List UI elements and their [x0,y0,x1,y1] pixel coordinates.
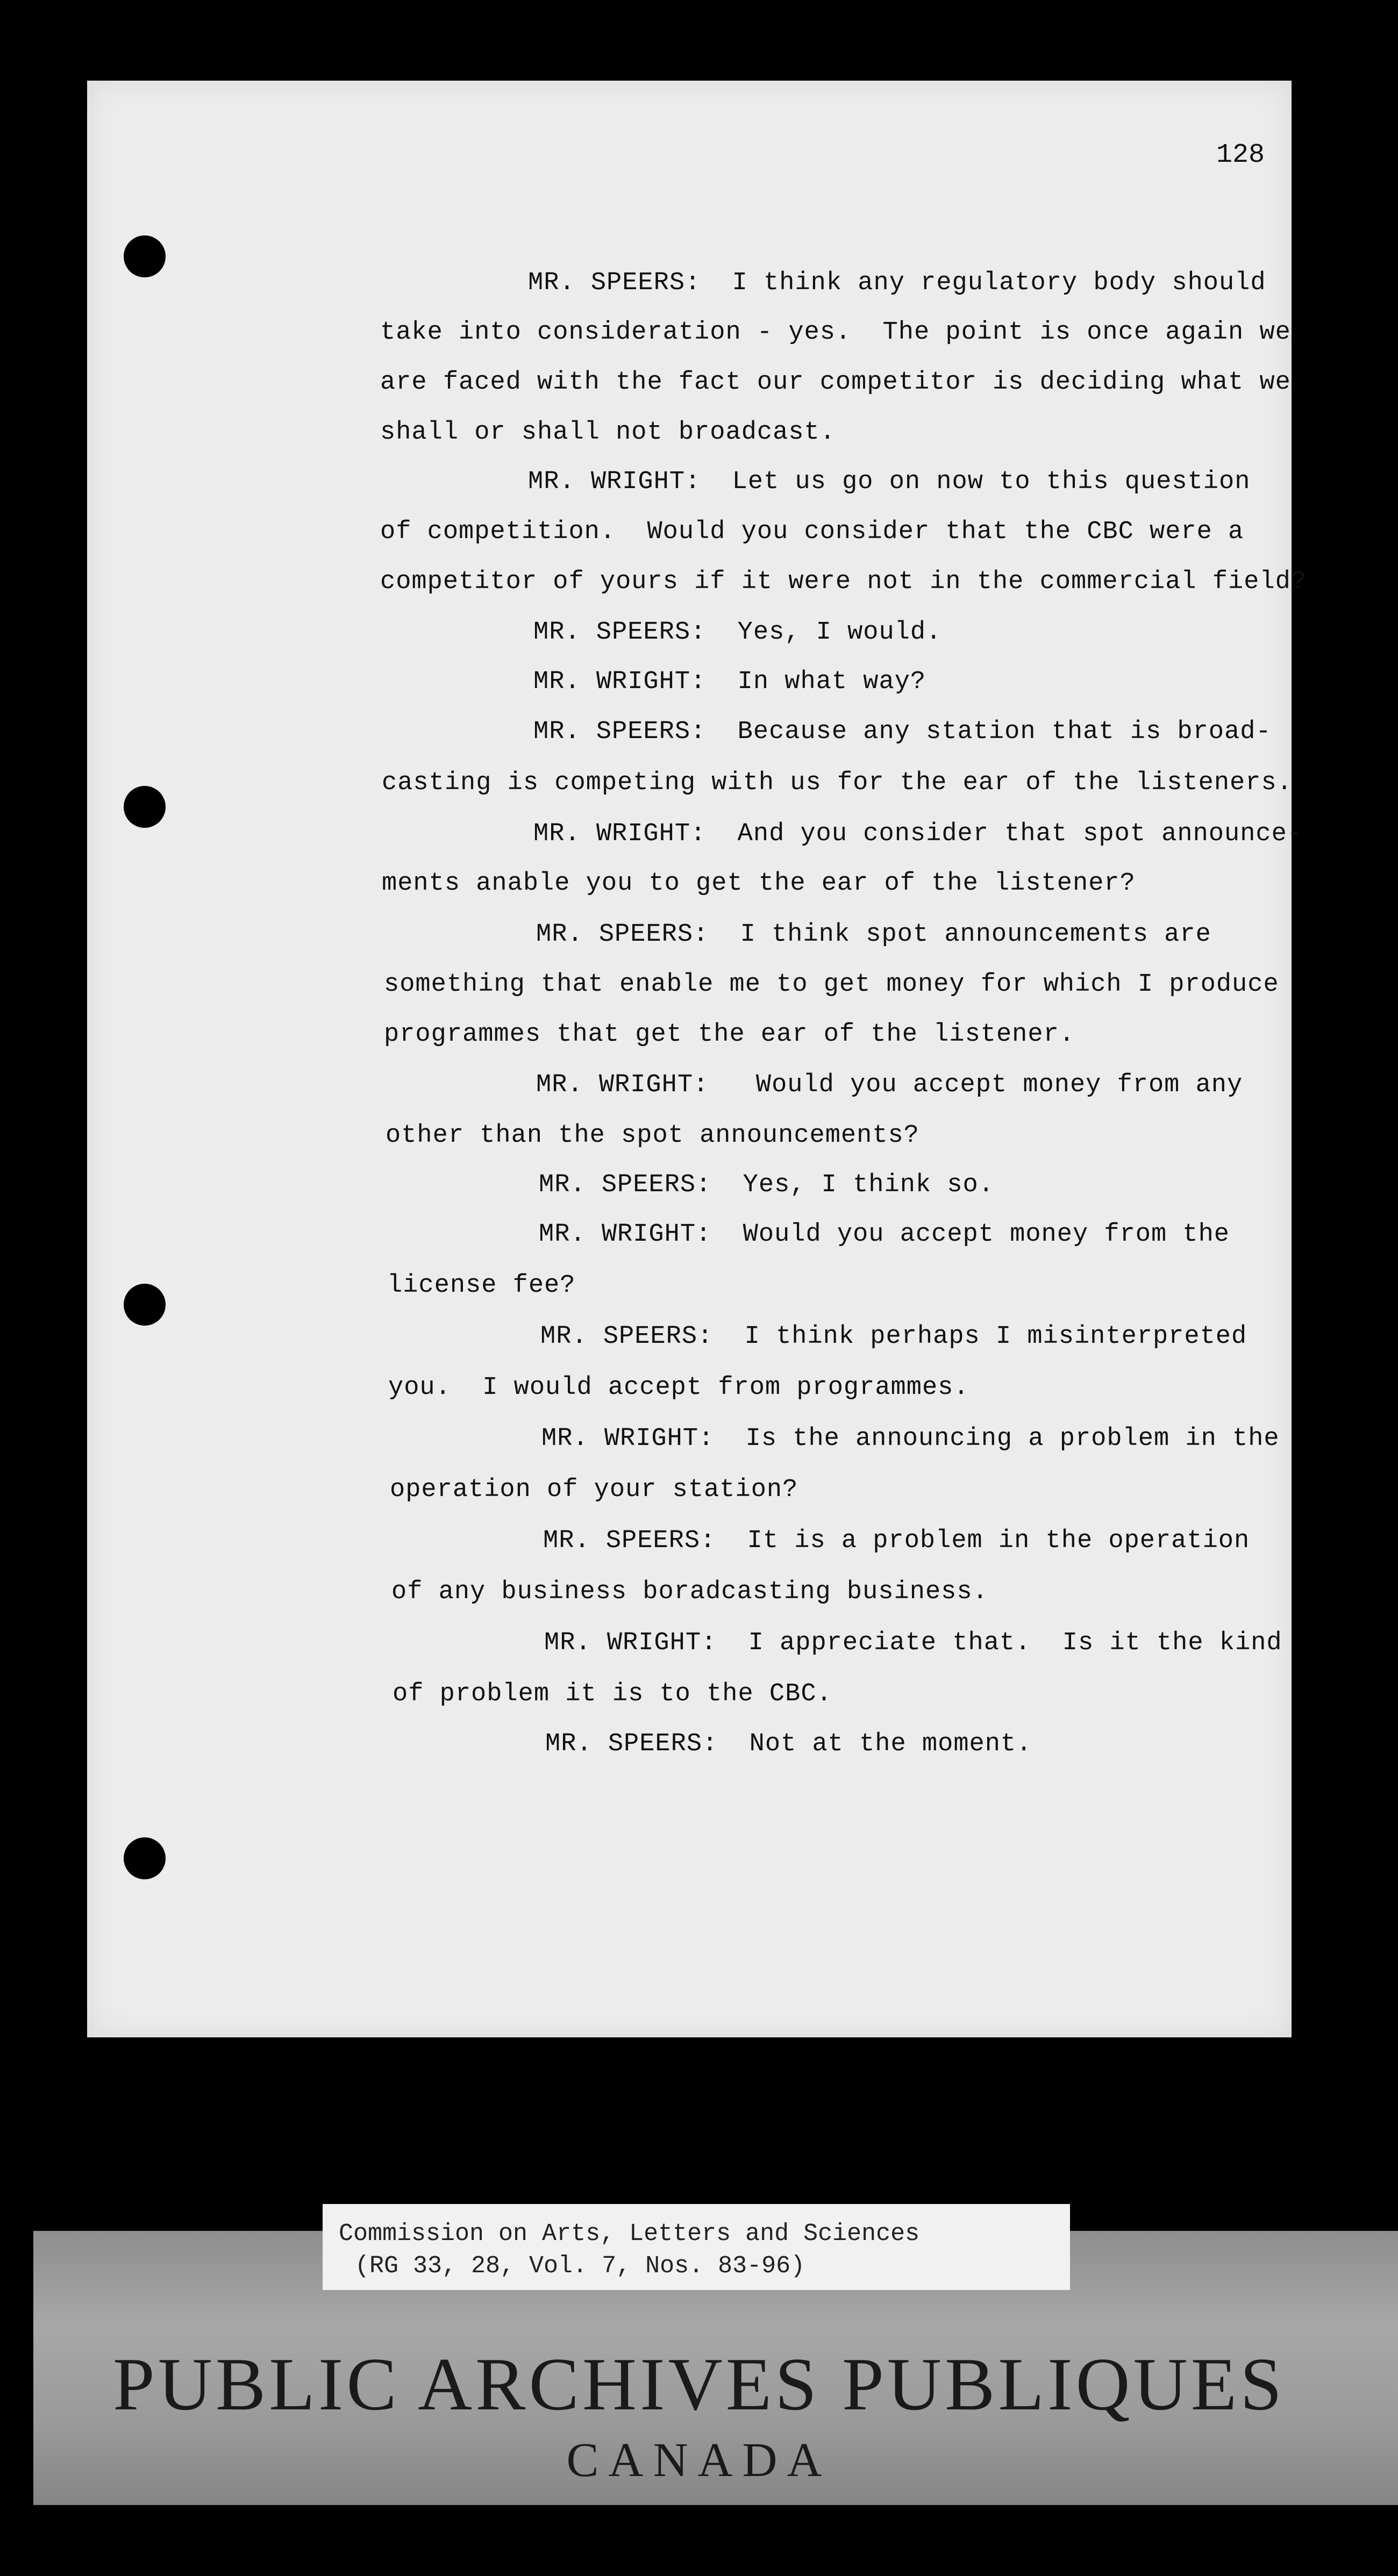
transcript-line: operation of your station? [390,1476,798,1504]
page-number: 128 [1216,140,1265,170]
punch-hole [124,235,166,277]
transcript-line: license fee? [387,1271,576,1300]
transcript-line: are faced with the fact our competitor is deciding what we [380,368,1291,397]
transcript-line: MR. WRIGHT: In what way? [533,668,926,696]
punch-hole [124,1837,166,1879]
archive-subtitle: CANADA [566,2434,832,2487]
transcript-line: MR. WRIGHT: Would you accept money from the [539,1220,1230,1249]
transcript-line: MR. SPEERS: It is a problem in the operation [543,1527,1250,1555]
transcript-line: other than the spot announcements? [386,1121,919,1150]
transcript-line: programmes that get the ear of the listener. [384,1020,1075,1049]
transcript-line: MR. WRIGHT: Would you accept money from any [536,1071,1243,1099]
transcript-line: MR. WRIGHT: And you consider that spot announce- [533,820,1303,848]
transcript-line: you. I would accept from programmes. [388,1373,969,1402]
transcript-line: MR. SPEERS: Because any station that is broad- [533,718,1272,746]
transcript-line: competitor of yours if it were not in the commercial field? [380,568,1307,596]
transcript-line: shall or shall not broadcast. [380,418,836,447]
transcript-line: MR. SPEERS: I think spot announcements are [536,920,1211,949]
punch-hole [124,786,166,828]
transcript-line: something that enable me to get money for which I produce [384,970,1279,999]
transcript-line: MR. WRIGHT: Is the announcing a problem in the [541,1425,1280,1453]
reference-label [323,2204,1070,2290]
transcript-line: ments anable you to get the ear of the listener? [382,869,1136,898]
reference-line: (RG 33, 28, Vol. 7, Nos. 83-96) [355,2252,805,2280]
transcript-line: MR. SPEERS: Yes, I think so. [539,1171,994,1199]
transcript-line: casting is competing with us for the ear of the listeners. [382,769,1293,797]
transcript-line: take into consideration - yes. The point is once again we [380,318,1291,347]
transcript-line: MR. SPEERS: Yes, I would. [533,618,942,647]
document-page [87,81,1307,2037]
reference-line: Commission on Arts, Letters and Sciences [339,2220,920,2248]
punch-hole [124,1284,166,1326]
transcript-line: of any business boradcasting business. [391,1578,988,1606]
transcript-line: of competition. Would you consider that the CBC were a [380,518,1244,546]
transcript-line: MR. SPEERS: Not at the moment. [545,1730,1032,1758]
transcript-line: MR. WRIGHT: I appreciate that. Is it the kind [544,1629,1282,1657]
transcript-line: MR. SPEERS: I think perhaps I misinterpreted [540,1322,1247,1351]
transcript-line: MR. WRIGHT: Let us go on now to this question [528,468,1251,496]
transcript-line: of problem it is to the CBC. [393,1680,832,1708]
transcript-line: MR. SPEERS: I think any regulatory body should [528,269,1266,297]
archive-title: PUBLIC ARCHIVES PUBLIQUES [112,2343,1286,2426]
